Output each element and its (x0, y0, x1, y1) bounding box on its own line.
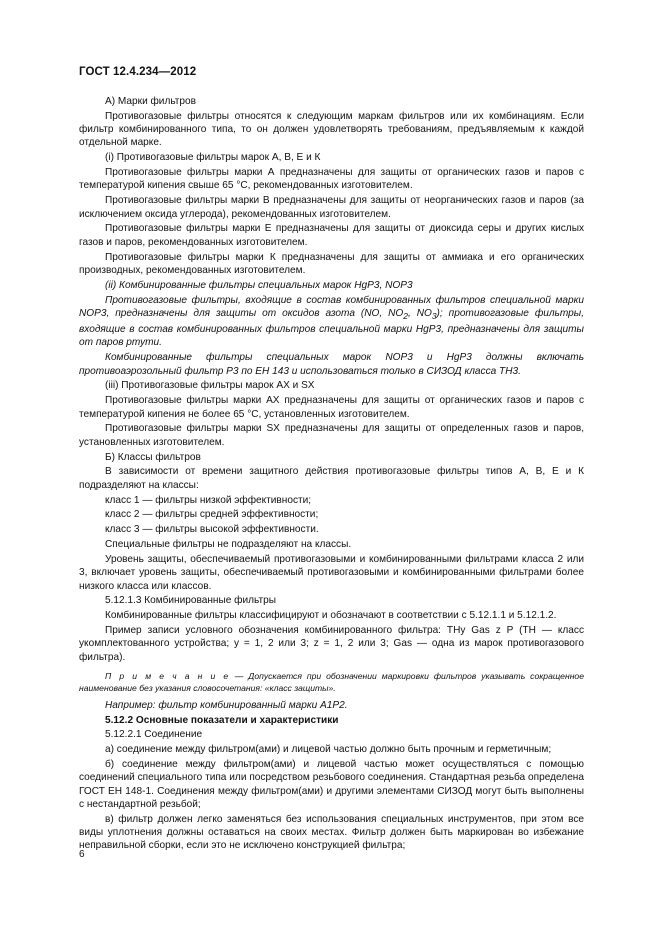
paragraph: Противогазовые фильтры марки А предназначены для защиты от органических газов и паров с температурой кипения свыше 65 °С, рекомендованных изготовителем. (79, 167, 584, 192)
paragraph: А) Марки фильтров (105, 96, 197, 107)
italic-paragraph-nitrogen (79, 294, 584, 350)
text-part: ); противогазовые фильтры, входящие в состав комбинированных фильтров специальной марки HgP3, предназначены для защиты от паров ртути. (79, 307, 585, 349)
paragraph: (i) Противогазовые фильтры марок А, В, Е и К (105, 152, 321, 164)
paragraph: 5.12.1.3 Комбинированные фильтры (105, 595, 276, 607)
list-item: б) соединение между фильтром(ами) и лицевой частью может осуществляться с помощью соединений специального типа или посредством резьбового соединения. Стандартная резьба определена ГОСТ ЕН 148-1. Соединения между фильтром(ами) и другими элементами СИЗОД могут быть выполнены с нестандартной резьбой; (79, 759, 584, 810)
paragraph: Противогазовые фильтры марки К предназначены для защиты от аммиака и его органических производных, рекомендованных изготовителем. (79, 251, 584, 276)
note-text: — Допускается при обозначении маркировки фильтров указывать сокращенное наименование без указания словосочетания: «класс защиты». (79, 670, 584, 694)
italic-paragraph-combined: Комбинированные фильтры специальных марок NOP3 и HgP3 должны включать противоаэрозольный фильтр Р3 по ЕН 143 и использоваться только в СИЗОД класса ТН3. (79, 352, 584, 377)
list-item: класс 1 — фильтры низкой эффективности; (105, 494, 312, 506)
list-item: класс 2 — фильтры средней эффективности; (105, 509, 319, 521)
example: Например: фильтр комбинированный марки А1Р2. (105, 699, 348, 711)
paragraph: Специальные фильтры не подразделяют на классы. (105, 539, 352, 551)
paragraph: Противогазовые фильтры марки SX предназначены для защиты от определенных газов и паров, установленных изготовителем. (79, 423, 584, 448)
subscript: 2 (403, 310, 408, 321)
paragraph: Б) Классы фильтров (105, 451, 201, 463)
text-part: Противогазовые фильтры, входящие в состав комбинированных фильтров специальной марки NOP3, предназначены для защиты от оксидов азота (NO, NO (79, 294, 584, 319)
paragraph: Противогазовые фильтры марки В предназначены для защиты от неорганических газов и паров (за исключением оксида углерода), рекомендованных изготовителем. (79, 195, 584, 220)
subheading-italic: (ii) Комбинированные фильтры специальных марок HgP3, NOP3 (105, 279, 413, 291)
list-item: а) соединение между фильтром(ами) и лицевой частью должно быть прочным и герметичным; (105, 744, 552, 756)
subscript: 3 (431, 310, 437, 321)
note (79, 670, 584, 695)
page-number: 6 (79, 849, 85, 860)
list-item: класс 3 — фильтры высокой эффективности. (105, 524, 319, 536)
paragraph: 5.12.2.1 Соединение (105, 729, 203, 741)
paragraph: Комбинированные фильтры классифицируют и обозначают в соответствии с 5.12.1.1 и 5.12.1.2. (105, 610, 557, 622)
paragraph: Противогазовые фильтры марки АХ предназначены для защиты от органических газов и паров с температурой кипения не более 65 °С, установленных изготовителем. (79, 395, 584, 420)
paragraph: Пример записи условного обозначения комбинированного фильтра: THy Gas z P (TH — класс укомплектованного устройства; y = 1, 2 или 3; z = 1, 2 или 3; Gas — одна из марок противогазового фильтра). (79, 625, 584, 663)
text-part: , NO (407, 307, 432, 319)
paragraph: Уровень защиты, обеспечиваемый противогазовыми и комбинированными фильтрами класса 2 или 3, включает уровень защиты, обеспечиваемый противогазовыми и комбинированными фильтрами более низкого класса или классов. (79, 553, 584, 592)
note-label: П р и м е ч а н и е (105, 670, 230, 681)
document-header: ГОСТ 12.4.234—2012 (79, 66, 197, 78)
section-heading: 5.12.2 Основные показатели и характеристики (105, 714, 339, 726)
document-body (79, 95, 584, 854)
paragraph: Противогазовые фильтры относятся к следующим маркам фильтров или их комбинациям. Если фильтр комбинированного типа, то он должен удовлетворять требованиям, предъявляемым к каждой отдельной марке. (79, 110, 584, 149)
paragraph: (iii) Противогазовые фильтры марок АХ и SX (105, 380, 315, 392)
list-item: в) фильтр должен легко заменяться без использования специальных инструментов, при этом все виды уплотнения должны оставаться на своих местах. Фильтр должен быть маркирован во избежание неправильной сборки, если это не исключено конструкцией фильтра; (79, 813, 584, 852)
paragraph: Противогазовые фильтры марки Е предназначены для защиты от диоксида серы и других кислых газов и паров, рекомендованных изготовителем. (79, 223, 584, 248)
paragraph: В зависимости от времени защитного действия противогазовые фильтры типов А, В, Е и К подразделяют на классы: (79, 466, 584, 491)
